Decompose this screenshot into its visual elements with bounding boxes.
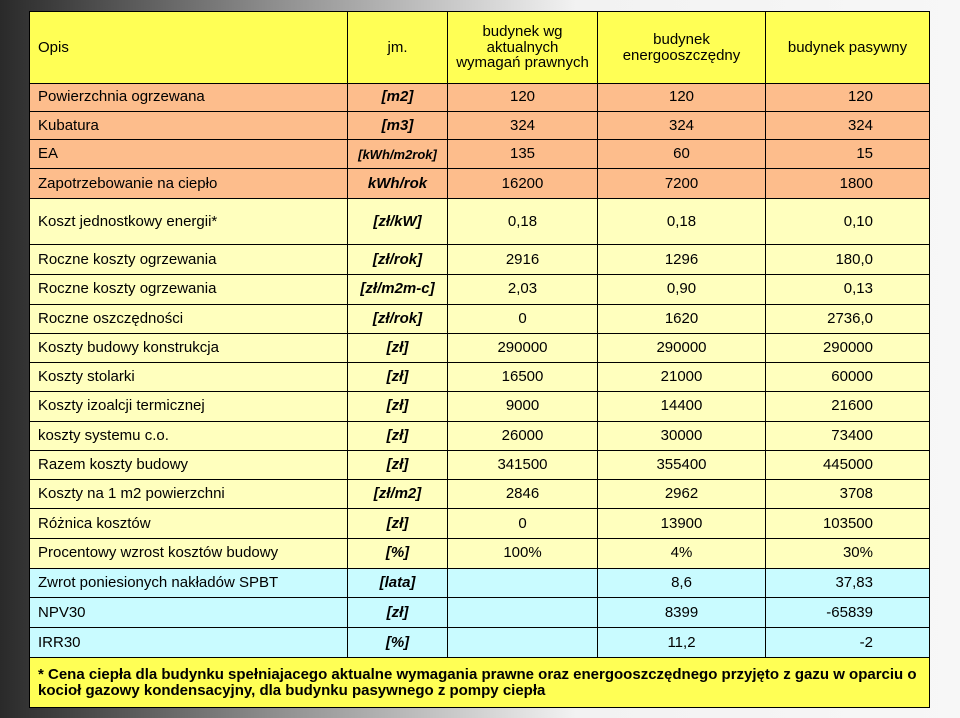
- value-efficient: 7200: [598, 169, 766, 199]
- value-passive: 0,13: [766, 274, 930, 304]
- row-description: Powierzchnia ogrzewana: [30, 84, 348, 112]
- table-row: [30, 304, 930, 334]
- value-efficient: 11,2: [598, 628, 766, 658]
- row-unit: [zł]: [348, 391, 448, 421]
- table-row: [30, 568, 930, 598]
- value-legal: 26000: [448, 421, 598, 450]
- value-efficient: 60: [598, 140, 766, 169]
- row-unit: [zł/m2]: [348, 480, 448, 509]
- row-unit: [zł]: [348, 509, 448, 539]
- value-legal: 135: [448, 140, 598, 169]
- value-legal: 0: [448, 509, 598, 539]
- table-row: [30, 598, 930, 628]
- row-unit: [%]: [348, 628, 448, 658]
- value-passive: -2: [766, 628, 930, 658]
- row-description: IRR30: [30, 628, 348, 658]
- table-row: [30, 111, 930, 140]
- value-passive: -65839: [766, 598, 930, 628]
- value-efficient: 324: [598, 111, 766, 140]
- value-passive: 445000: [766, 450, 930, 480]
- row-unit: kWh/rok: [348, 169, 448, 199]
- row-description: Zapotrzebowanie na ciepło: [30, 169, 348, 199]
- value-passive: 120: [766, 84, 930, 112]
- value-legal: 16500: [448, 363, 598, 392]
- header-desc: Opis: [30, 12, 348, 84]
- value-legal: 2846: [448, 480, 598, 509]
- value-efficient: 1296: [598, 245, 766, 275]
- table-row: [30, 334, 930, 363]
- value-efficient: 8,6: [598, 568, 766, 598]
- row-unit: [zł/rok]: [348, 304, 448, 334]
- table-row: [30, 391, 930, 421]
- row-description: Koszty budowy konstrukcja: [30, 334, 348, 363]
- header-building-efficient: budynek energooszczędny: [598, 12, 766, 84]
- row-description: koszty systemu c.o.: [30, 421, 348, 450]
- row-description: Kubatura: [30, 111, 348, 140]
- value-legal: [448, 598, 598, 628]
- value-passive: 103500: [766, 509, 930, 539]
- row-unit: [zł]: [348, 421, 448, 450]
- value-efficient: 0,18: [598, 198, 766, 244]
- row-description: Zwrot poniesionych nakładów SPBT: [30, 568, 348, 598]
- value-legal: 0: [448, 304, 598, 334]
- row-unit: [zł]: [348, 598, 448, 628]
- row-description: Koszt jednostkowy energii*: [30, 198, 348, 244]
- value-efficient: 4%: [598, 538, 766, 568]
- footnote: * Cena ciepła dla budynku spełniajacego aktualne wymagania prawne oraz energooszczędnego przyjęto z gazu w oparciu o kocioł gazowy kondensacyjny, dla budynku pasywnego z pompy ciepła: [30, 658, 930, 708]
- value-efficient: 1620: [598, 304, 766, 334]
- header-unit: jm.: [348, 12, 448, 84]
- value-passive: 37,83: [766, 568, 930, 598]
- value-passive: 73400: [766, 421, 930, 450]
- table-row: [30, 274, 930, 304]
- footnote-row: [30, 658, 930, 708]
- row-description: Razem koszty budowy: [30, 450, 348, 480]
- value-efficient: 8399: [598, 598, 766, 628]
- row-unit: [zł/rok]: [348, 245, 448, 275]
- value-legal: 100%: [448, 538, 598, 568]
- row-unit: [zł]: [348, 363, 448, 392]
- row-description: NPV30: [30, 598, 348, 628]
- row-description: Procentowy wzrost kosztów budowy: [30, 538, 348, 568]
- value-efficient: 0,90: [598, 274, 766, 304]
- comparison-table: [29, 11, 930, 708]
- value-legal: [448, 568, 598, 598]
- value-passive: 0,10: [766, 198, 930, 244]
- header-building-passive: budynek pasywny: [766, 12, 930, 84]
- row-description: Roczne koszty ogrzewania: [30, 245, 348, 275]
- row-description: Koszty stolarki: [30, 363, 348, 392]
- row-unit: [kWh/m2rok]: [348, 140, 448, 169]
- row-unit: [lata]: [348, 568, 448, 598]
- value-passive: 21600: [766, 391, 930, 421]
- row-unit: [%]: [348, 538, 448, 568]
- table-row: [30, 538, 930, 568]
- value-passive: 2736,0: [766, 304, 930, 334]
- table-row: [30, 450, 930, 480]
- value-efficient: 21000: [598, 363, 766, 392]
- table-row: [30, 198, 930, 244]
- value-passive: 30%: [766, 538, 930, 568]
- value-legal: 290000: [448, 334, 598, 363]
- value-passive: 180,0: [766, 245, 930, 275]
- value-legal: 2,03: [448, 274, 598, 304]
- value-passive: 290000: [766, 334, 930, 363]
- row-description: Roczne koszty ogrzewania: [30, 274, 348, 304]
- value-legal: 9000: [448, 391, 598, 421]
- header-row: [30, 12, 930, 84]
- row-unit: [zł/kW]: [348, 198, 448, 244]
- value-passive: 60000: [766, 363, 930, 392]
- row-description: Różnica kosztów: [30, 509, 348, 539]
- value-legal: [448, 628, 598, 658]
- table-row: [30, 628, 930, 658]
- table-row: [30, 169, 930, 199]
- value-efficient: 355400: [598, 450, 766, 480]
- table-row: [30, 84, 930, 112]
- value-efficient: 30000: [598, 421, 766, 450]
- value-efficient: 120: [598, 84, 766, 112]
- row-description: Koszty izoalcji termicznej: [30, 391, 348, 421]
- value-legal: 324: [448, 111, 598, 140]
- row-unit: [m3]: [348, 111, 448, 140]
- value-passive: 1800: [766, 169, 930, 199]
- table-row: [30, 245, 930, 275]
- table-row: [30, 421, 930, 450]
- header-building-legal: budynek wg aktualnych wymagań prawnych: [448, 12, 598, 84]
- value-efficient: 13900: [598, 509, 766, 539]
- value-passive: 324: [766, 111, 930, 140]
- value-legal: 16200: [448, 169, 598, 199]
- row-unit: [m2]: [348, 84, 448, 112]
- row-unit: [zł]: [348, 334, 448, 363]
- value-passive: 15: [766, 140, 930, 169]
- table-row: [30, 363, 930, 392]
- row-unit: [zł]: [348, 450, 448, 480]
- row-description: EA: [30, 140, 348, 169]
- table-row: [30, 480, 930, 509]
- value-legal: 120: [448, 84, 598, 112]
- table-row: [30, 509, 930, 539]
- value-legal: 341500: [448, 450, 598, 480]
- row-description: Roczne oszczędności: [30, 304, 348, 334]
- row-description: Koszty na 1 m2 powierzchni: [30, 480, 348, 509]
- value-legal: 2916: [448, 245, 598, 275]
- value-passive: 3708: [766, 480, 930, 509]
- value-legal: 0,18: [448, 198, 598, 244]
- table-row: [30, 140, 930, 169]
- value-efficient: 290000: [598, 334, 766, 363]
- value-efficient: 2962: [598, 480, 766, 509]
- row-unit: [zł/m2m-c]: [348, 274, 448, 304]
- value-efficient: 14400: [598, 391, 766, 421]
